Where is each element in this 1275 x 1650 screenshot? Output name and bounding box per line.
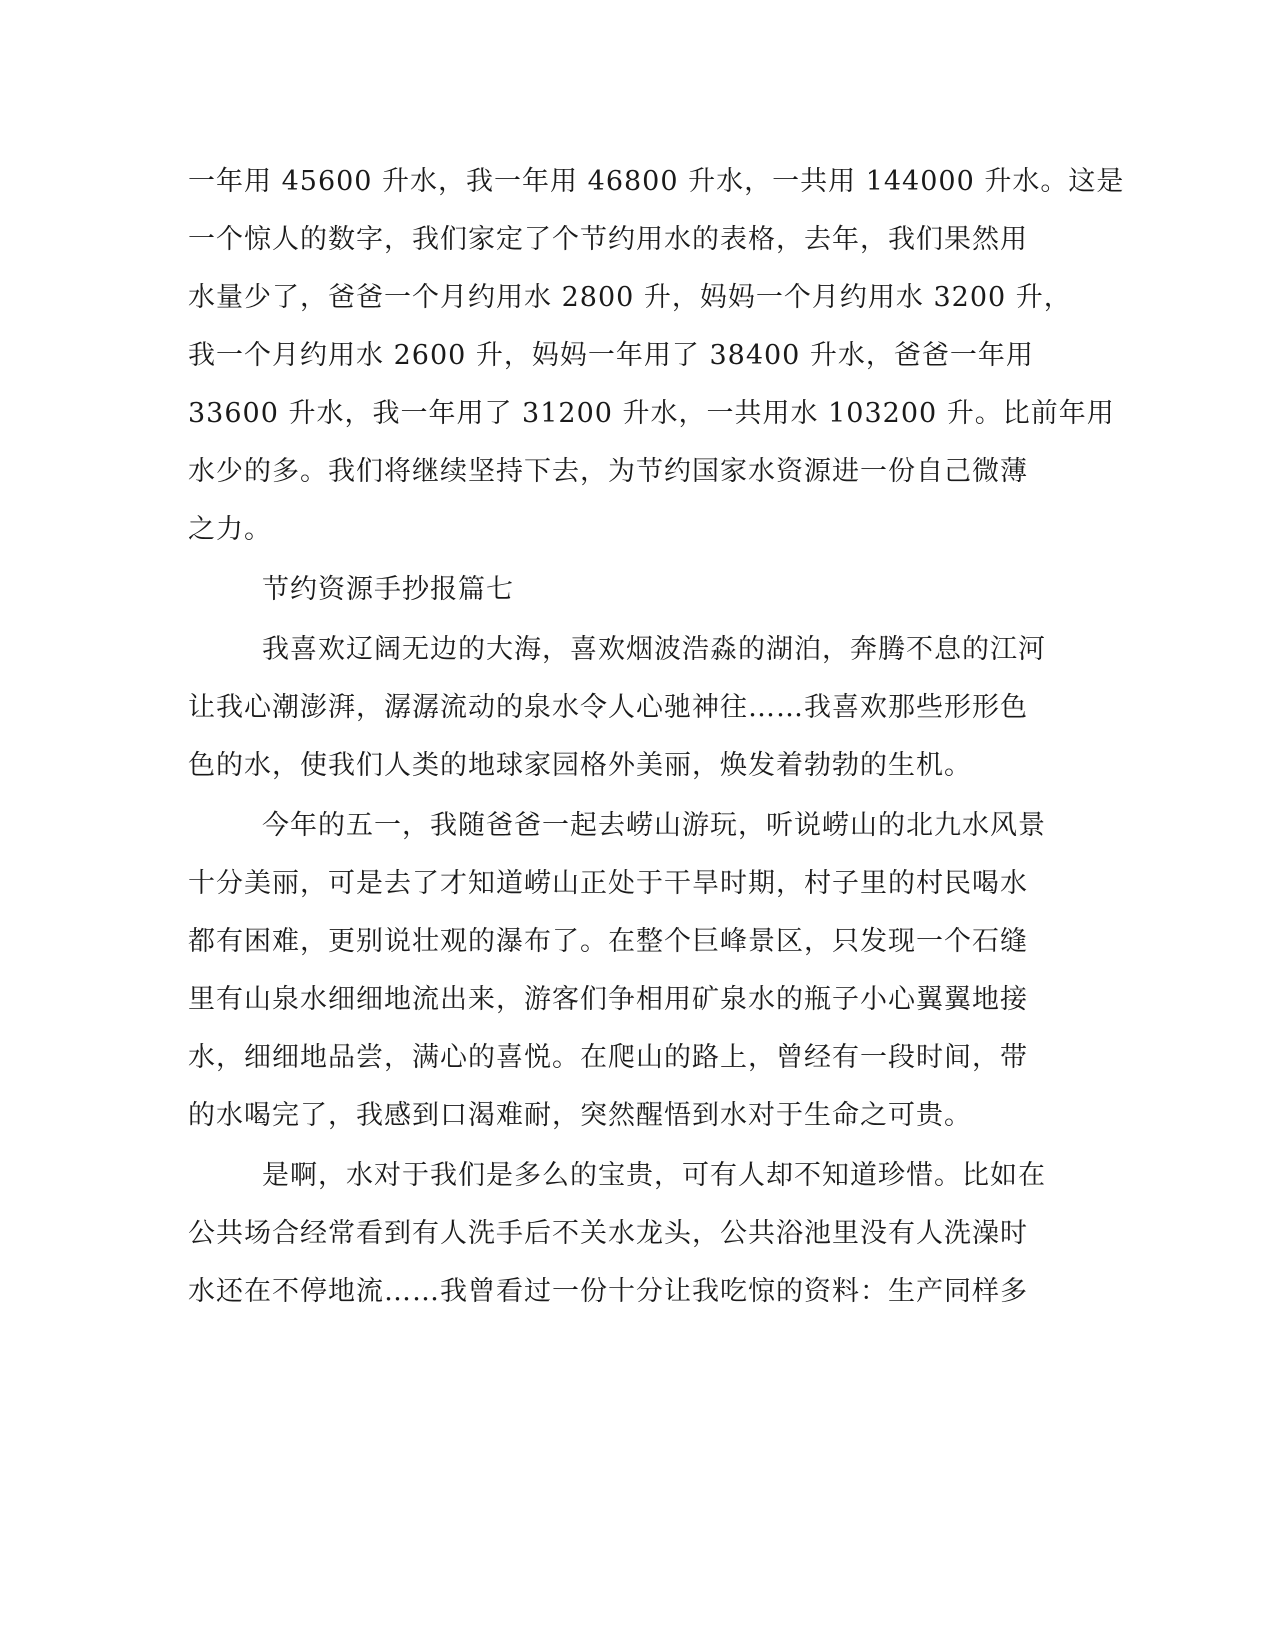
paragraph-start-line: 我喜欢辽阔无边的大海，喜欢烟波浩淼的湖泊，奔腾不息的江河	[262, 634, 1046, 665]
text-line: 我一个月约用水 2600 升，妈妈一年用了 38400 升水，爸爸一年用	[188, 340, 1034, 371]
text-line: 的水喝完了，我感到口渴难耐，突然醒悟到水对于生命之可贵。	[188, 1100, 972, 1131]
paragraph-start-line: 今年的五一，我随爸爸一起去崂山游玩，听说崂山的北九水风景	[262, 810, 1046, 841]
text-line: 公共场合经常看到有人洗手后不关水龙头，公共浴池里没有人洗澡时	[188, 1218, 1028, 1249]
text-line: 33600 升水，我一年用了 31200 升水，一共用水 103200 升。比前年用	[188, 398, 1115, 429]
text-line: 一个惊人的数字，我们家定了个节约用水的表格，去年，我们果然用	[188, 224, 1028, 255]
text-line: 里有山泉水细细地流出来，游客们争相用矿泉水的瓶子小心翼翼地接	[188, 984, 1028, 1015]
text-line: 色的水，使我们人类的地球家园格外美丽，焕发着勃勃的生机。	[188, 750, 972, 781]
text-line: 十分美丽，可是去了才知道崂山正处于干旱时期，村子里的村民喝水	[188, 868, 1028, 899]
text-line: 一年用 45600 升水，我一年用 46800 升水，一共用 144000 升水。这是	[188, 166, 1125, 197]
text-line: 都有困难，更别说壮观的瀑布了。在整个巨峰景区，只发现一个石缝	[188, 926, 1028, 957]
text-line: 水量少了，爸爸一个月约用水 2800 升，妈妈一个月约用水 3200 升，	[188, 282, 1072, 313]
text-line: 之力。	[188, 514, 272, 545]
text-line: 让我心潮澎湃，潺潺流动的泉水令人心驰神往……我喜欢那些形形色	[188, 692, 1028, 723]
text-line: 水还在不停地流……我曾看过一份十分让我吃惊的资料：生产同样多	[188, 1276, 1028, 1307]
paragraph-start-line: 是啊，水对于我们是多么的宝贵，可有人却不知道珍惜。比如在	[262, 1160, 1046, 1191]
text-line: 水少的多。我们将继续坚持下去，为节约国家水资源进一份自己微薄	[188, 456, 1028, 487]
text-line: 水，细细地品尝，满心的喜悦。在爬山的路上，曾经有一段时间，带	[188, 1042, 1028, 1073]
section-heading: 节约资源手抄报篇七	[262, 574, 514, 605]
